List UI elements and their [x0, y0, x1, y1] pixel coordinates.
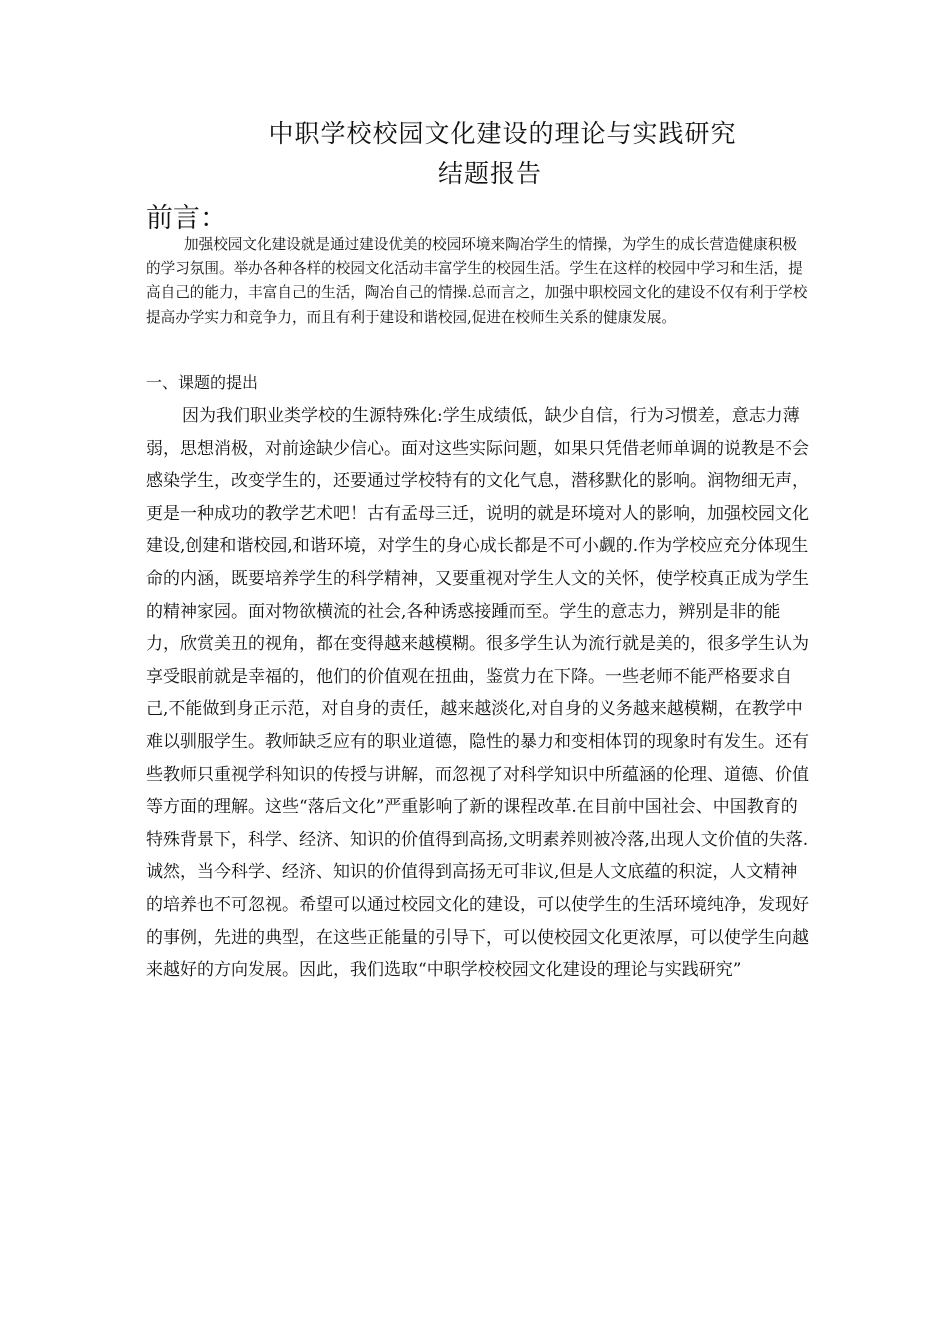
preface-heading: 前言： — [146, 203, 227, 234]
section-body — [146, 400, 810, 987]
document-title: 中职学校校园文化建设的理论与实践研究 — [268, 119, 737, 148]
preface-paragraph: 加强校园文化建设就是通过建设优美的校园环境来陶冶学生的情操，为学生的成长营造健康积极的学习氛围。举办各种各样的校园文化活动丰富学生的校园生活。学生在这样的校园中学习和生活，提高自己的能力，丰富自己的生活，陶冶自己的情操.总而言之，加强中职校园文化的建设不仅有利于学校提高办学实力和竞争力，而且有利于建设和谐校园,促进在校师生关系的健康发展。 — [146, 236, 808, 326]
body-paragraph: 因为我们职业类学校的生源特殊化:学生成绩低，缺少自信，行为习惯差，意志力薄弱，思想消极，对前途缺少信心。面对这些实际问题，如果只凭借老师单调的说教是不会感染学生，改变学生的，还要通过学校特有的文化气息，潜移默化的影响。润物细无声，更是一种成功的教学艺术吧！古有孟母三迁，说明的就是环境对人的影响，加强校园文化建设,创建和谐校园,和谐环境，对学生的身心成长都是不可小觑的.作为学校应充分体现生命的内涵，既要培养学生的科学精神，又要重视对学生人文的关怀，使学校真正成为学生的精神家园。面对物欲横流的社会,各种诱惑接踵而至。学生的意志力，辨别是非的能力，欣赏美丑的视角，都在变得越来越模糊。很多学生认为流行就是美的，很多学生认为享受眼前就是幸福的，他们的价值观在扭曲，鉴赏力在下降。一些老师不能严格要求自己,不能做到身正示范，对自身的责任，越来越淡化,对自身的义务越来越模糊，在教学中难以驯服学生。教师缺乏应有的职业道德，隐性的暴力和变相体罚的现象时有发生。还有些教师只重视学科知识的传授与讲解，而忽视了对科学知识中所蕴涵的伦理、道德、价值等方面的理解。这些“落后文化”严重影响了新的课程改革.在目前中国社会、中国教育的特殊背景下，科学、经济、知识的价值得到高扬,文明素养则被冷落,出现人文价值的失落.诚然，当今科学、经济、知识的价值得到高扬无可非议,但是人文底蕴的积淀，人文精神的培养也不可忽视。希望可以通过校园文化的建设，可以使学生的生活环境纯净，发现好的事例，先进的典型，在这些正能量的引导下，可以使校园文化更浓厚，可以使学生向越来越好的方向发展。因此，我们选取“中职学校校园文化建设的理论与实践研究” — [146, 406, 809, 981]
document-subtitle: 结题报告 — [437, 159, 542, 188]
section-heading: 一、课题的提出 — [146, 373, 259, 392]
preface-section — [146, 233, 810, 330]
